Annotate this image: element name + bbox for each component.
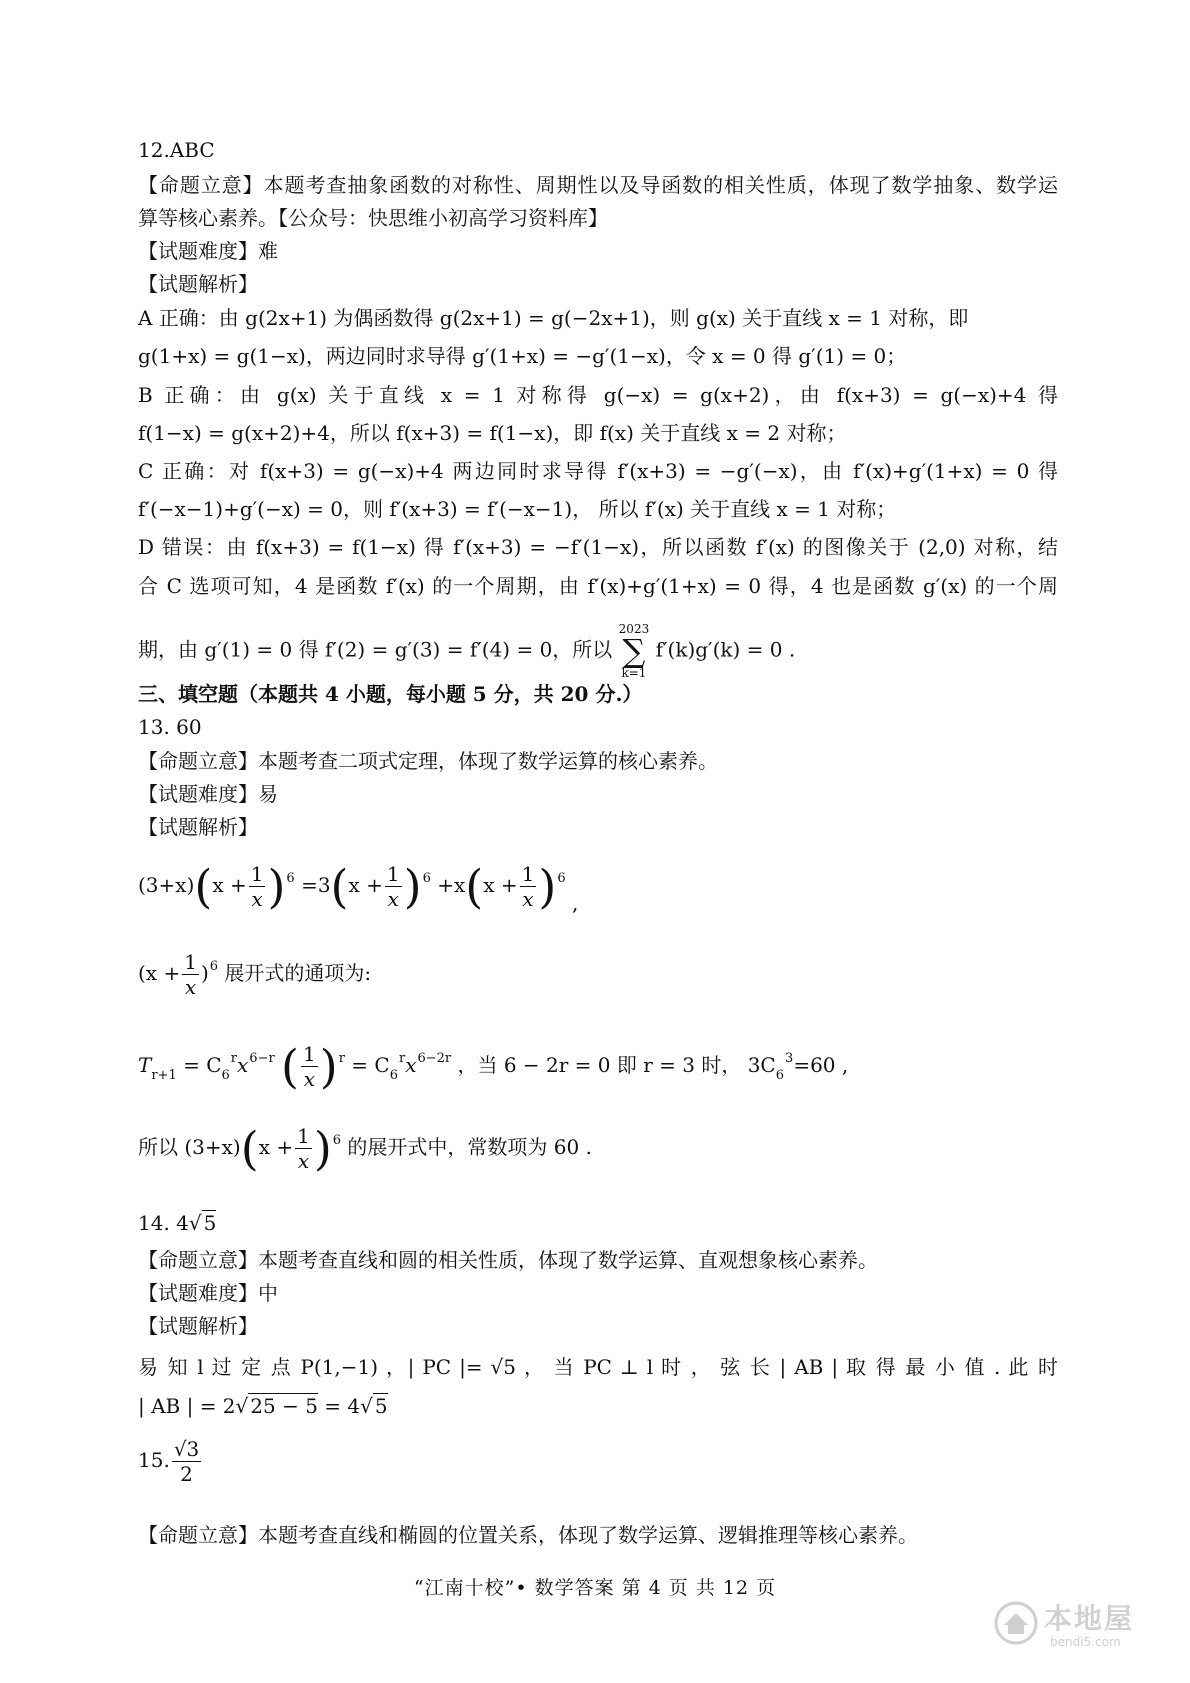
q13-intent: 【命题立意】本题考查二项式定理，体现了数学运算的核心素养。 xyxy=(138,749,718,773)
q12-option-d-line1: D 错误：由 f(x+3) = f(1−x) 得 f′(x+3) = −f′(1−x)，所以函数 f′(x) 的图像关于 (2,0) 对称，结 xyxy=(138,535,1058,559)
sum-upper-limit: 2023 xyxy=(618,622,650,636)
eq1-equals-3: =3 xyxy=(301,873,331,897)
eq3-C1: = C xyxy=(183,1053,222,1077)
page-footer: “江南十校”• 数学答案 第 4 页 共 12 页 xyxy=(413,1577,777,1599)
eq3-condition: ，当 6 − 2r = 0 即 r = 3 时， 3C xyxy=(457,1053,776,1077)
exponent: 6 xyxy=(332,1133,342,1148)
house-logo-icon xyxy=(994,1601,1038,1645)
eq3-C2-sub: 6 xyxy=(389,1068,398,1083)
eq3-C3-sub: 6 xyxy=(775,1068,785,1083)
frac-den: x xyxy=(297,1149,310,1173)
q14-solution-line1: 易 知 l 过 定 点 P(1,−1) ，| PC |= √5 ， 当 PC ⊥ l 时 ， 弦 长 | AB | 取 得 最 小 值 . 此 时 xyxy=(138,1355,1058,1379)
q14-radicand-2: 5 xyxy=(374,1394,388,1418)
q12-option-d-line2: 合 C 选项可知，4 是函数 f′(x) 的一个周期，由 f′(x)+g′(1+x) = 0 得，4 也是函数 g′(x) 的一个周 xyxy=(138,574,1058,598)
fraction-1-over-x xyxy=(301,1042,318,1091)
q12-option-c-line2: f′(−x−1)+g′(−x) = 0，则 f′(x+3) = f′(−x−1)， 所以 f′(x) 关于直线 x = 1 对称； xyxy=(138,497,897,521)
q13-equation-3: $T_{r+1} = C_6^rx^{6-r}$ ( $\frac{1}{x}$ )$^r = C_6^rx^{6-2r}$ ，当 6 − 2r = 0 即 r = 3 时， $3C_6^3=60$ , xyxy=(138,1039,849,1094)
frac-num: 1 xyxy=(386,862,400,886)
q12-option-d-line3 xyxy=(138,622,795,680)
eq4-tail: 的展开式中，常数项为 60 . xyxy=(347,1135,592,1159)
q13-conclusion: 所以 (3+x)(x + $\frac{1}{x}$ )$^6$ 的展开式中，常数项为 60 . xyxy=(138,1121,592,1176)
exponent: 6 xyxy=(557,871,566,886)
q14-radicand-1: 25 − 5 xyxy=(250,1394,318,1418)
fraction-sqrt3-over-2 xyxy=(172,1437,201,1486)
watermark-url: bendi5.com xyxy=(1050,1635,1121,1649)
exponent: 6 xyxy=(286,871,295,886)
eq1-plus-x: +x xyxy=(437,873,466,897)
eq4-x-plus: x + xyxy=(258,1135,294,1159)
eq3-C2-sup: r xyxy=(398,1051,406,1066)
q12-analysis-label: 【试题解析】 xyxy=(138,272,258,296)
eq3-paren-exp: r xyxy=(338,1051,345,1066)
frac-den: x xyxy=(303,1067,315,1091)
q12-option-c-line1: C 正确：对 f(x+3) = g(−x)+4 两边同时求导得 f′(x+3) = −g′(−x)，由 f′(x)+g′(1+x) = 0 得 xyxy=(138,459,1058,483)
eq1-comma: , xyxy=(571,891,579,915)
eq3-T-subscript: r+1 xyxy=(151,1068,177,1083)
fraction-1-over-x xyxy=(295,1124,312,1173)
sigma-glyph: ∑ xyxy=(622,632,646,670)
q12-header: 12.ABC xyxy=(138,138,215,162)
q15-num: 15. xyxy=(138,1448,170,1472)
q14-eq-4: = 4 xyxy=(317,1394,361,1418)
watermark xyxy=(990,1593,1162,1657)
q13-analysis-label: 【试题解析】 xyxy=(138,815,258,839)
eq2-text: 展开式的通项为: xyxy=(224,961,372,985)
q12-d-line3-tail: f′(k)g′(k) = 0 . xyxy=(655,637,796,662)
sum-lower-limit: k=1 xyxy=(621,666,647,680)
fraction-1-over-x xyxy=(520,862,537,911)
q14-analysis-label: 【试题解析】 xyxy=(138,1314,258,1338)
eq4-text: 所以 (3+x) xyxy=(138,1135,241,1159)
frac-num: 1 xyxy=(521,862,535,886)
exponent: 6 xyxy=(422,871,431,886)
eq3-C3-sup: 3 xyxy=(785,1051,794,1066)
eq3-result: =60 , xyxy=(793,1053,849,1077)
q12-option-a-line1: A 正确：由 g(2x+1) 为偶函数得 g(2x+1) = g(−2x+1)，则 g(x) 关于直线 x = 1 对称，即 xyxy=(138,306,969,330)
q12-option-a-line2: g(1+x) = g(1−x)，两边同时求导得 g′(1+x) = −g′(1−x)，令 x = 0 得 g′(1) = 0； xyxy=(138,344,907,368)
frac-den: x xyxy=(522,887,534,911)
eq3-C2: = C xyxy=(351,1053,390,1077)
eq1-x-plus-1: x + xyxy=(212,873,247,897)
eq3-C1-sub: 6 xyxy=(221,1068,230,1083)
q13-header: 13. 60 xyxy=(138,715,202,739)
eq3-x1-exp: 6−r xyxy=(249,1051,275,1066)
q14-header-radicand: 5 xyxy=(203,1211,217,1235)
eq2-open: (x + xyxy=(138,961,181,985)
eq3-x2: x xyxy=(405,1053,417,1077)
frac-num: 1 xyxy=(250,862,264,886)
frac-num: 1 xyxy=(184,950,197,974)
fraction-1-over-x xyxy=(385,862,402,911)
q14-difficulty: 【试题难度】中 xyxy=(138,1281,278,1305)
frac-den: 2 xyxy=(180,1462,193,1486)
eq3-T: T xyxy=(138,1053,152,1077)
frac-den: x xyxy=(184,975,197,999)
q15-intent: 【命题立意】本题考查直线和椭圆的位置关系，体现了数学运算、逻辑推理等核心素养。 xyxy=(138,1523,918,1547)
q13-equation-1: (3+x)(x + $\frac{1}{x}$ )$^6$ =3(x + $\frac{1}{x}$ )$^6$ +x(x + $\frac{1}{x}$ )$^6$ , xyxy=(138,859,579,915)
eq3-C1-sup: r xyxy=(230,1051,238,1066)
exponent: 6 xyxy=(209,959,219,974)
q14-ab-eq: | AB | = 2 xyxy=(138,1394,236,1418)
watermark-title: 本地屋 xyxy=(1044,1602,1135,1635)
q13-difficulty: 【试题难度】易 xyxy=(138,782,278,806)
q12-option-b-line2: f(1−x) = g(x+2)+4，所以 f(x+3) = f(1−x)，即 f(x) 关于直线 x = 2 对称； xyxy=(138,421,847,445)
frac-num: 1 xyxy=(297,1124,310,1148)
frac-den: x xyxy=(387,887,399,911)
q13-equation-2: (x + $\frac{1}{x}$ )$^6$ 展开式的通项为: xyxy=(138,950,372,999)
q12-difficulty: 【试题难度】难 xyxy=(138,239,278,263)
eq1-x-plus-3: x + xyxy=(483,873,518,897)
q12-intent-line1: 【命题立意】本题考查抽象函数的对称性、周期性以及导函数的相关性质，体现了数学抽象、数学运 xyxy=(138,173,1058,197)
q15-header xyxy=(138,1432,203,1488)
q12-intent-line2: 算等核心素养。【公众号：快思维小初高学习资料库】 xyxy=(138,206,608,230)
fraction-1-over-x xyxy=(182,950,199,999)
q14-solution-line2: | AB | = 2√ 25 − 5 = 4√ 5 xyxy=(138,1394,388,1418)
eq3-x2-exp: 6−2r xyxy=(417,1051,452,1066)
q12-option-b-line1: B 正确：由 g(x) 关于直线 x = 1 对称得 g(−x) = g(x+2)，由 f(x+3) = g(−x)+4 得 xyxy=(138,383,1058,407)
eq1-x-plus-2: x + xyxy=(348,873,383,897)
q12-d-line3-text: 期，由 g′(1) = 0 得 f′(2) = g′(3) = f′(4) = 0，所以 xyxy=(138,637,613,662)
frac-num: √3 xyxy=(173,1437,200,1461)
eq1-factor: (3+x) xyxy=(138,873,195,897)
q14-header-num: 14. 4 xyxy=(138,1211,189,1235)
q14-header: 14. 4√ 5 xyxy=(138,1211,217,1235)
eq3-x1: x xyxy=(237,1053,249,1077)
q14-intent: 【命题立意】本题考查直线和圆的相关性质，体现了数学运算、直观想象核心素养。 xyxy=(138,1248,878,1272)
frac-num: 1 xyxy=(303,1042,316,1066)
summation-symbol xyxy=(619,622,650,680)
section-3-heading: 三、填空题（本题共 4 小题，每小题 5 分，共 20 分.） xyxy=(138,682,643,706)
frac-den: x xyxy=(251,887,263,911)
fraction-1-over-x xyxy=(249,862,266,911)
